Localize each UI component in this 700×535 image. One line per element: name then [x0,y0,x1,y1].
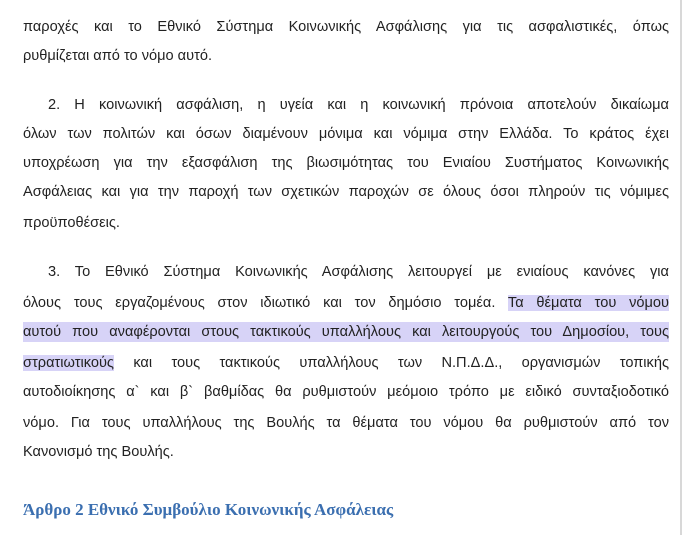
article-heading: Άρθρο 2 Εθνικό Συμβούλιο Κοινωνικής Ασφάλειας [23,500,394,519]
paragraph-1-line-2: ρυθμίζεται από το νόμο αυτό. [23,48,213,64]
paragraph-2-line-5: προϋποθέσεις. [23,215,120,231]
plain-text-segment: και τους τακτικούς υπαλλήλους των Ν.Π.Δ.Δ., οργανισμών τοπικής [133,355,670,371]
paragraph-2-line-3: υποχρέωση για την εξασφάλιση της βιωσιμότητας του Ενιαίου Συστήματος Κοινωνικής [23,155,669,171]
paragraph-3-line-2 [23,293,669,313]
highlighted-text-segment: στρατιωτικούς [23,355,114,371]
paragraph-2-line-1: 2. Η κοινωνική ασφάλιση, η υγεία και η κοινωνική πρόνοια αποτελούν δικαίωμα [48,97,669,113]
paragraph-3-line-6: νόμο. Για τους υπαλλήλους της Βουλής τα θέματα του νόμου θα ρυθμιστούν από τον [23,415,669,431]
plain-text-segment: όλους τους εργαζομένους στον ιδιωτικό και τον δημόσιο τομέα. [23,295,496,311]
paragraph-2-line-2: όλων των πολιτών και όσων διαμένουν μόνιμα και νόμιμα στην Ελλάδα. Το κράτος έχει [23,126,669,142]
paragraph-1-line-1: παροχές και το Εθνικό Σύστημα Κοινωνικής Ασφάλισης για τις ασφαλιστικές, όπως [23,19,669,35]
highlighted-text-segment: Τα θέματα του νόμου [507,295,669,311]
paragraph-3-line-4 [23,353,669,373]
paragraph-3-line-3-highlighted: αυτού που αναφέρονται στους τακτικούς υπαλλήλους και λειτουργούς του Δημοσίου, τους [23,324,669,340]
paragraph-3-line-1: 3. Το Εθνικό Σύστημα Κοινωνικής Ασφάλισης λειτουργεί με ενιαίους κανόνες για [48,264,669,280]
page-border [680,0,682,535]
paragraph-3-line-5: αυτοδιοίκησης α` και β` βαθμίδας θα ρυθμιστούν μεόμοιο τρόπο με ειδικό συνταξιοδοτικό [23,384,669,400]
paragraph-3-line-7: Κανονισμό της Βουλής. [23,444,174,460]
paragraph-2-line-4: Ασφάλειας και για την παροχή των σχετικών παροχών σε όλους όσοι πληρούν τις νόμιμες [23,184,669,200]
